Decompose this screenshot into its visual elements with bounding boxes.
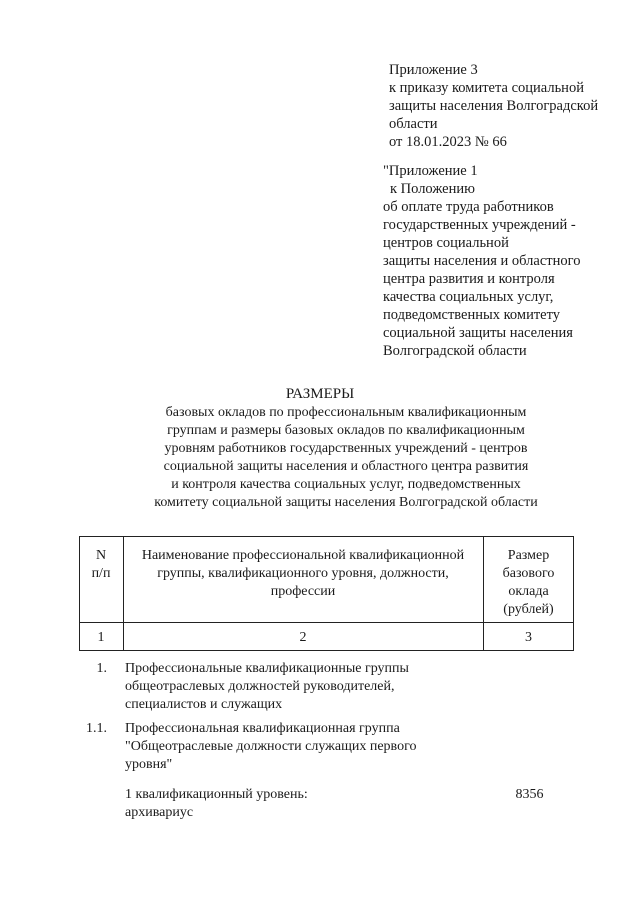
header-line: группы, квалификационного уровня, должности, [157, 566, 449, 581]
row-text [125, 660, 409, 714]
column-number-3: 3 [525, 630, 532, 645]
row-salary-value: 8356 [515, 787, 544, 802]
annex-1-line: подведомственных комитету [383, 307, 560, 323]
subtitle-line: базовых окладов по профессиональным квалификационным [165, 405, 527, 420]
row-text-line: Профессиональные квалификационные группы [125, 661, 409, 676]
row-text [125, 786, 308, 822]
subtitle-line: и контроля качества социальных услуг, подведомственных [171, 477, 521, 492]
annex-3-reference [389, 61, 598, 151]
annex-1-line: "Приложение 1 [383, 163, 478, 179]
table-border [79, 650, 574, 651]
annex-3-line: области [389, 116, 438, 132]
row-text-line: "Общеотраслевые должности служащих первого [125, 739, 417, 754]
header-line: (рублей) [503, 602, 554, 617]
header-line: п/п [91, 566, 111, 581]
annex-3-line: к приказу комитета социальной [389, 80, 584, 96]
row-text-line: уровня" [125, 757, 173, 772]
row-text-line: Профессиональная квалификационная группа [125, 721, 400, 736]
column-header-name [123, 547, 483, 601]
subtitle-line: социальной защиты населения и областного центра развития [163, 459, 529, 474]
subtitle-line: группам и размеры базовых окладов по квалификационным [167, 423, 525, 438]
annex-1-reference [383, 162, 580, 360]
annex-1-line: социальной защиты населения [383, 325, 573, 341]
row-text-line: специалистов и служащих [125, 697, 283, 712]
document-title: РАЗМЕРЫ [285, 386, 355, 402]
header-line: Наименование профессиональной квалификационной [141, 548, 465, 563]
annex-1-line: защиты населения и областного [383, 253, 581, 269]
column-header-salary [483, 547, 574, 619]
row-text-line: 1 квалификационный уровень: [125, 787, 308, 802]
annex-3-line: защиты населения Волгоградской [389, 98, 599, 114]
header-line: базового [502, 566, 555, 581]
table-border [79, 622, 574, 623]
header-line: N [95, 548, 107, 563]
column-number-1: 1 [97, 630, 105, 645]
header-line: оклада [508, 584, 549, 599]
header-line: Размер [507, 548, 550, 563]
document-subtitle [0, 404, 640, 512]
column-header-number [79, 547, 123, 583]
annex-3-line: Приложение 3 [389, 62, 478, 78]
subtitle-line: комитету социальной защиты населения Волгоградской области [154, 495, 538, 510]
annex-1-line: государственных учреждений - [383, 217, 576, 233]
row-text-line: архивариус [125, 805, 194, 820]
annex-1-line: центра развития и контроля [383, 271, 555, 287]
subtitle-line: уровням работников государственных учреждений - центров [164, 441, 528, 456]
row-number: 1. [96, 661, 107, 676]
row-number: 1.1. [86, 721, 107, 736]
row-text-line: общеотраслевых должностей руководителей, [125, 679, 395, 694]
annex-1-line: Волгоградской области [383, 343, 527, 359]
annex-1-line: к Положению [390, 181, 475, 197]
column-number-2: 2 [299, 630, 307, 645]
row-text [125, 720, 416, 774]
header-line: профессии [270, 584, 336, 599]
annex-1-line: центров социальной [383, 235, 509, 251]
annex-1-line: об оплате труда работников [383, 199, 554, 215]
annex-1-line: качества социальных услуг, [383, 289, 554, 305]
annex-3-line: от 18.01.2023 № 66 [389, 134, 507, 150]
salary-table-header [79, 536, 574, 651]
